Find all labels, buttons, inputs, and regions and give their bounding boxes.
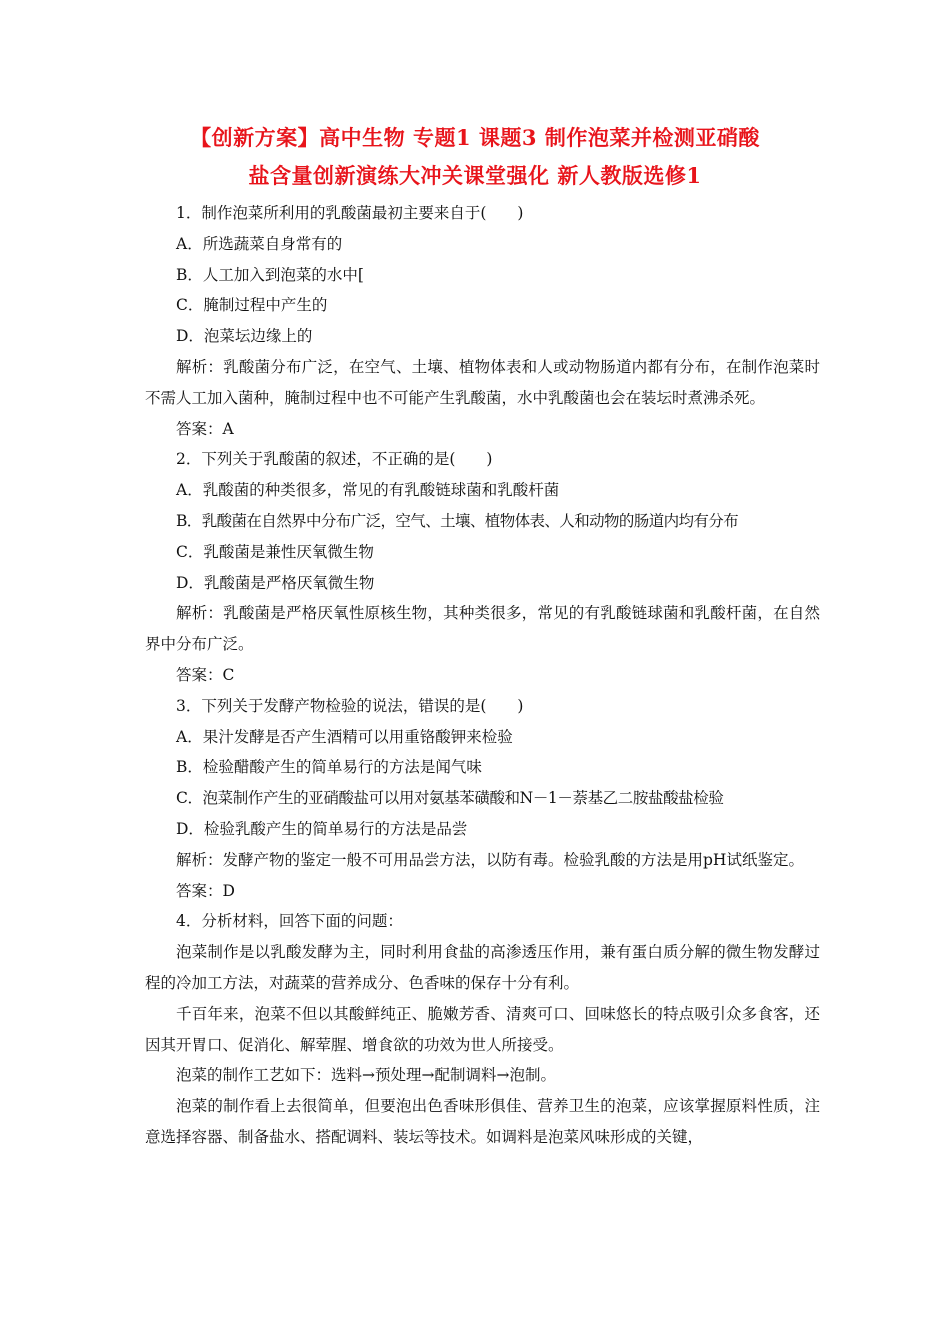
q4-paragraph-2: 千百年来，泡菜不但以其酸鲜纯正、脆嫩芳香、清爽可口、回味悠长的特点吸引众多食客，还因其开胃口、促消化、解荤腥、增食欲的功效为世人所接受。 [145, 1004, 820, 1054]
q3-option-c: C．泡菜制作产生的亚硝酸盐可以用对氨基苯磺酸和N－1－萘基乙二胺盐酸盐检验 [176, 789, 724, 808]
q2-option-a: A．乳酸菌的种类很多，常见的有乳酸链球菌和乳酸杆菌 [176, 481, 560, 500]
document-body [145, 198, 820, 1153]
q2-option-b: B．乳酸菌在自然界中分布广泛，空气、土壤、植物体表、人和动物的肠道内均有分布 [176, 511, 739, 530]
q3-option-b: B．检验醋酸产生的简单易行的方法是闻气味 [176, 758, 482, 777]
q2-option-d: D．乳酸菌是严格厌氧微生物 [176, 573, 375, 592]
q2-answer: 答案：C [176, 665, 235, 684]
q2-stem: 2．下列关于乳酸菌的叙述，不正确的是( ) [176, 450, 493, 469]
q1-stem: 1．制作泡菜所利用的乳酸菌最初主要来自于( ) [176, 204, 524, 222]
q1-option-d: D．泡菜坛边缘上的 [176, 327, 313, 346]
q4-paragraph-3: 泡菜的制作工艺如下：选料→预处理→配制调料→泡制。 [176, 1066, 556, 1085]
q1-option-b: B．人工加入到泡菜的水中[ [176, 265, 364, 284]
q1-answer: 答案：A [176, 419, 234, 438]
q4-stem: 4．分析材料，回答下面的问题： [176, 912, 403, 931]
q3-option-d: D．检验乳酸产生的简单易行的方法是品尝 [176, 819, 468, 838]
q4-paragraph-4: 泡菜的制作看上去很简单，但要泡出色香味形俱佳、营养卫生的泡菜，应该掌握原料性质，注意选择容器、制备盐水、搭配调料、装坛等技术。如调料是泡菜风味形成的关键， [145, 1097, 820, 1146]
q4-paragraph-1: 泡菜制作是以乳酸发酵为主，同时利用食盐的高渗透压作用，兼有蛋白质分解的微生物发酵过程的冷加工方法，对蔬菜的营养成分、色香味的保存十分有利。 [145, 943, 820, 992]
q1-analysis: 解析：乳酸菌分布广泛，在空气、土壤、植物体表和人或动物肠道内都有分布，在制作泡菜时不需人工加入菌种，腌制过程中也不可能产生乳酸菌，水中乳酸菌也会在装坛时煮沸杀死。 [145, 357, 820, 407]
document-title-line-1: 【创新方案】高中生物 专题1 课题3 制作泡菜并检测亚硝酸 [190, 125, 760, 150]
q2-analysis: 解析：乳酸菌是严格厌氧性原核生物，其种类很多，常见的有乳酸链球菌和乳酸杆菌，在自然界中分布广泛。 [145, 604, 820, 654]
q1-option-c: C．腌制过程中产生的 [176, 296, 328, 315]
document-title-line-2: 盐含量创新演练大冲关课堂强化 新人教版选修1 [248, 163, 702, 188]
q2-option-c: C．乳酸菌是兼性厌氧微生物 [176, 542, 374, 561]
q3-option-a: A．果汁发酵是否产生酒精可以用重铬酸钾来检验 [176, 727, 513, 746]
q3-stem: 3．下列关于发酵产物检验的说法，错误的是( ) [176, 696, 524, 715]
q3-answer: 答案：D [176, 881, 235, 900]
q1-option-a: A．所选蔬菜自身常有的 [176, 234, 343, 253]
q3-analysis: 解析：发酵产物的鉴定一般不可用品尝方法，以防有毒。检验乳酸的方法是用pH试纸鉴定。 [176, 850, 804, 869]
